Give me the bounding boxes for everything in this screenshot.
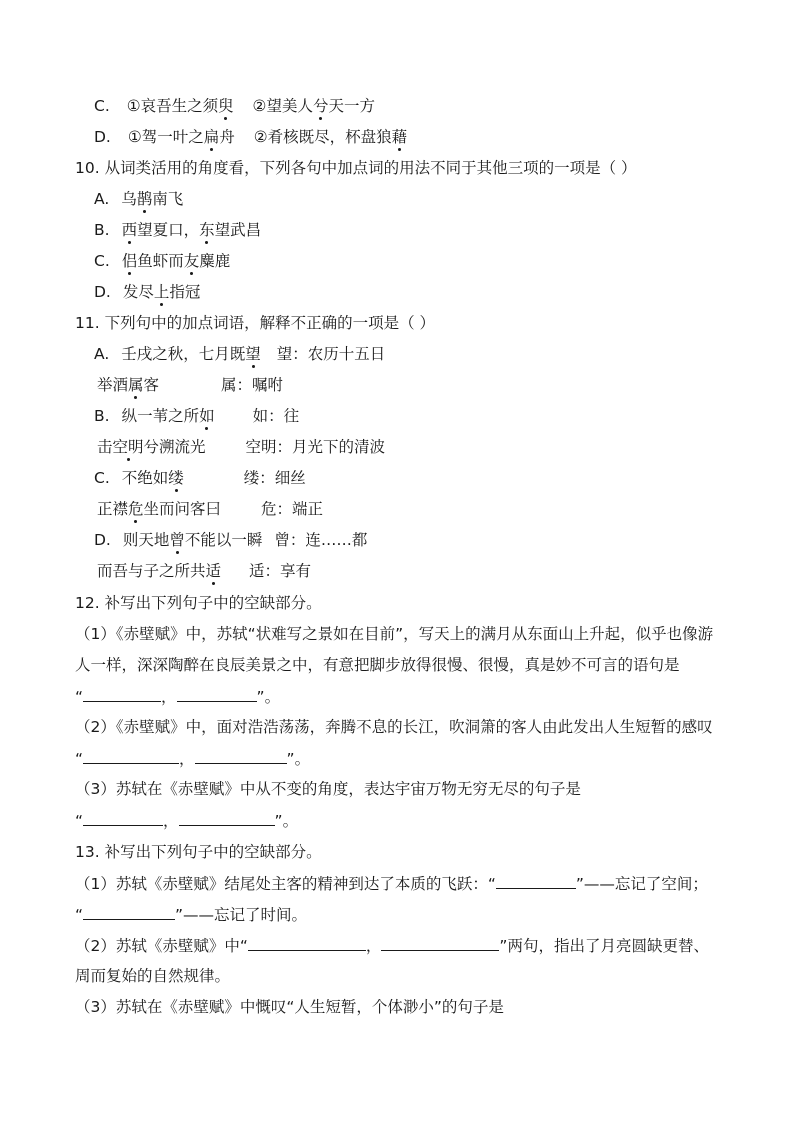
question-10-stem: 10. 从词类活用的角度看，下列各句中加点词的用法不同于其他三项的一项是（ ） <box>75 159 637 177</box>
q12-part2-line1: （2）《赤壁赋》中，面对浩浩荡荡，奔腾不息的长江，吹洞箫的客人由此发出人生短暂的感叹 <box>75 718 713 736</box>
option-letter: D. <box>94 128 111 146</box>
answer-blank[interactable] <box>83 903 175 920</box>
q11-option-d-line2: 而吾与子之所共适 适：享有 <box>97 562 312 580</box>
q11-option-a-line2: 举酒属客 属：嘱咐 <box>97 376 284 394</box>
q9-option-c: C. ①哀吾生之须臾 ②望美人兮天一方 <box>94 97 375 115</box>
answer-blank[interactable] <box>177 685 257 702</box>
answer-blank[interactable] <box>179 809 275 826</box>
q11-option-c-line1: C. 不绝如缕 缕：细丝 <box>94 469 306 487</box>
q13-part3-line1: （3）苏轼在《赤壁赋》中慨叹“人生短暂，个体渺小”的句子是 <box>75 998 504 1016</box>
q13-part2-line2: 周而复始的自然规律。 <box>75 967 231 985</box>
q11-option-b-line2: 击空明兮溯流光 空明：月光下的清波 <box>97 438 386 456</box>
q12-part1-line3: “ ， ”。 <box>75 685 280 708</box>
q12-part1-line1: （1）《赤壁赋》中，苏轼“状难写之景如在目前”，写天上的满月从东面山上升起，似乎也像游 <box>75 625 714 643</box>
q13-part1-line2: “ ”——忘记了时间。 <box>75 903 307 926</box>
answer-blank[interactable] <box>83 685 161 702</box>
answer-blank[interactable] <box>83 809 163 826</box>
q12-part1-line2: 人一样，深深陶醉在良辰美景之中，有意把脚步放得很慢、很慢，真是妙不可言的语句是 <box>75 656 680 674</box>
q10-option-d: D. 发尽上指冠 <box>94 283 201 301</box>
q11-option-b-line1: B. 纵一苇之所如 如：往 <box>94 407 300 425</box>
q10-option-a: A. 乌鹊南飞 <box>94 190 184 208</box>
q10-option-c: C. 侣鱼虾而友麋鹿 <box>94 252 231 270</box>
answer-blank[interactable] <box>496 872 576 889</box>
q9-option-d: D. ①驾一叶之扁舟 ②肴核既尽，杯盘狼藉 <box>94 128 408 146</box>
answer-blank[interactable] <box>83 747 179 764</box>
answer-blank[interactable] <box>195 747 287 764</box>
q13-part2-line1: （2）苏轼《赤壁赋》中“ ， ”两句，指出了月亮圆缺更替、 <box>75 934 709 957</box>
q12-part2-line2: “ ， ”。 <box>75 747 310 770</box>
q12-part3-line1: （3）苏轼在《赤壁赋》中从不变的角度，表达宇宙万物无穷无尽的句子是 <box>75 780 581 798</box>
question-13-stem: 13. 补写出下列句子中的空缺部分。 <box>75 843 322 861</box>
q11-option-c-line2: 正襟危坐而问客曰 危：端正 <box>97 500 324 518</box>
q11-option-a-line1: A. 壬戌之秋，七月既望 望：农历十五日 <box>94 345 386 363</box>
question-12-stem: 12. 补写出下列句子中的空缺部分。 <box>75 594 322 612</box>
q13-part1-line1: （1）苏轼《赤壁赋》结尾处主客的精神到达了本质的飞跃：“ ”——忘记了空间； <box>75 872 708 895</box>
q12-part3-line2: “ ， ”。 <box>75 809 298 832</box>
option-letter: C. <box>94 97 110 115</box>
question-11-stem: 11. 下列句中的加点词语，解释不正确的一项是（ ） <box>75 314 436 332</box>
answer-blank[interactable] <box>248 934 366 951</box>
answer-blank[interactable] <box>381 934 499 951</box>
q10-option-b: B. 西望夏口，东望武昌 <box>94 221 262 239</box>
q11-option-d-line1: D. 则天地曾不能以一瞬 曾：连……都 <box>94 531 368 549</box>
